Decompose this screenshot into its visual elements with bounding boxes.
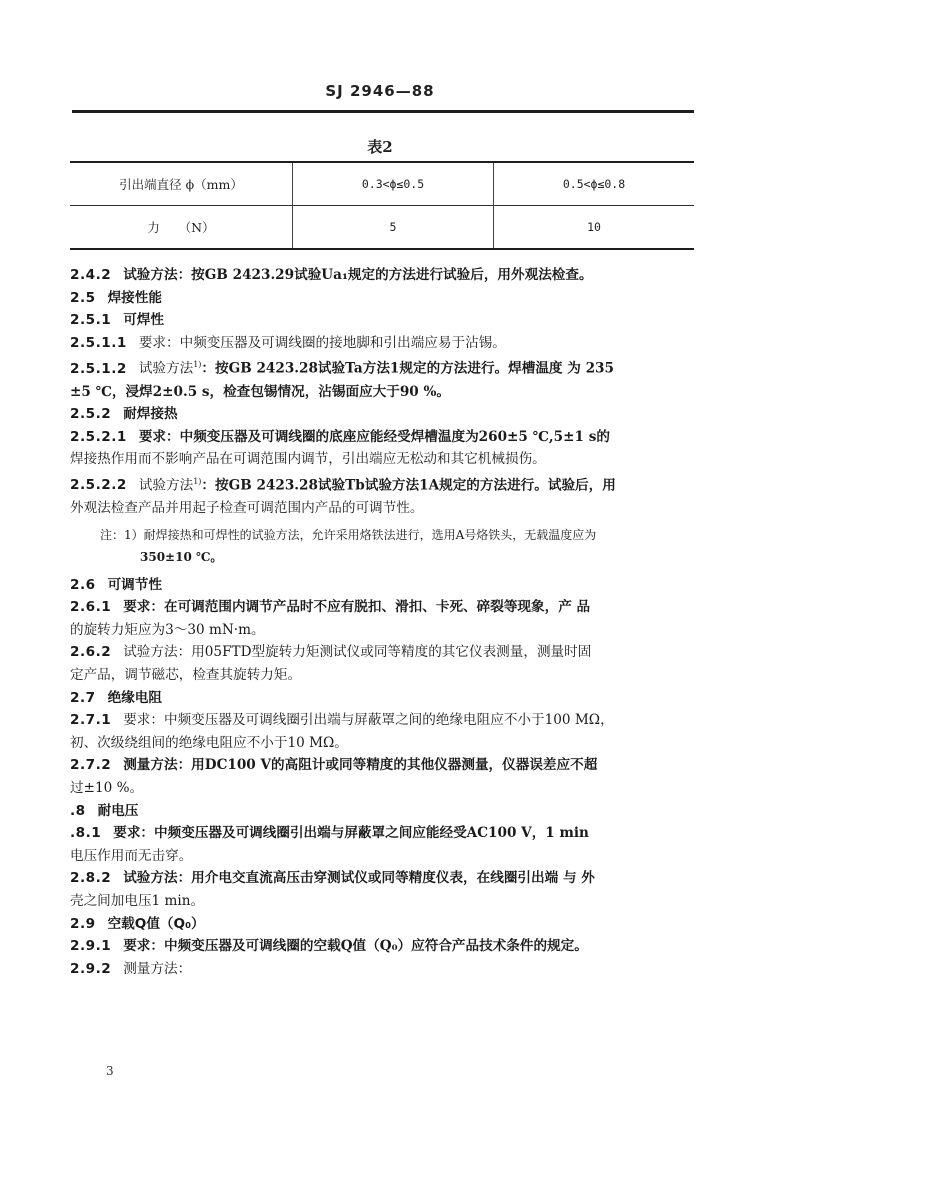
clause-continuation: 外观法检查产品并用起子检查可调范围内产品的可调节性。: [70, 500, 424, 516]
section-title: 绝缘电阻: [107, 689, 162, 706]
footnote-line: 注：1）耐焊接热和可焊性的试验方法，允许采用烙铁法进行，选用A号烙铁头，无载温度应为: [100, 527, 597, 542]
clause-number: 2.6: [70, 576, 96, 593]
clause-continuation: 焊接热作用而不影响产品在可调范围内调节，引出端应无松动和其它机械损伤。: [70, 451, 546, 468]
clause-text: 试验方法：按GB 2423.29试验Ua₁规定的方法进行试验后，用外观法检查。: [123, 267, 593, 283]
clause-number: 2.7: [70, 689, 96, 706]
document-body: [70, 264, 700, 980]
clause-number: 2.7.1: [70, 712, 112, 729]
clause-label: 试验方法: [138, 477, 194, 494]
section-title: 空载Q值（Q₀）: [107, 915, 205, 932]
clause-2-7-1: [70, 709, 700, 732]
clause-number: 2.9.1: [70, 938, 112, 955]
clause-2-9-1: [70, 935, 700, 958]
table-cell-header: 引出端直径 ϕ（mm）: [70, 162, 293, 206]
clause-number: 2.5.2.1: [70, 428, 127, 445]
clause-number: 2.9: [70, 915, 96, 932]
page-number: 3: [106, 1064, 114, 1078]
footnote-ref: 1): [193, 360, 202, 370]
clause-text: 测量方法：用DC100 V的高阻计或同等精度的其他仪器测量，仪器误差应不超: [123, 757, 598, 774]
clause-2-5-1-1: [70, 332, 700, 355]
clause-number: .8.1: [70, 825, 102, 842]
clause-text: 试验方法：用介电交直流高压击穿测试仪或同等精度仪表，在线圈引出端 与 外: [123, 870, 595, 887]
clause-2-4-2: [70, 264, 700, 287]
section-title: 可调节性: [107, 576, 162, 593]
clause-2-9-2: [70, 958, 700, 981]
clause-text: 试验方法：用05FTD型旋转力矩测试仪或同等精度的其它仪表测量，测量时固: [123, 644, 592, 661]
clause-continuation: 过±10 %。: [70, 779, 144, 796]
clause-number: 2.5: [70, 289, 96, 306]
footnote: [70, 524, 700, 568]
clause-2-5-1-2: [70, 354, 700, 380]
clause-label: 试验方法: [138, 360, 194, 377]
clause-2-5-2-1: [70, 426, 700, 449]
clause-text: ：按GB 2423.28试验Ta方法1规定的方法进行。焊槽温度 为 235: [201, 360, 614, 377]
clause-number: 2.5.2: [70, 406, 112, 423]
clause-number: 2.5.1: [70, 312, 112, 329]
clause-continuation: 定产品，调节磁芯，检查其旋转力矩。: [70, 666, 302, 683]
clause-2-6-1: [70, 596, 700, 619]
table-cell: 10: [494, 206, 695, 250]
clause-number: 2.5.1.1: [70, 334, 127, 351]
clause-number: 2.5.1.2: [70, 360, 127, 377]
clause-number: 2.5.2.2: [70, 477, 127, 494]
clause-number: 2.6.1: [70, 599, 112, 616]
section-2-5-2-heading: [70, 403, 700, 426]
clause-continuation: 电压作用而无击穿。: [70, 847, 193, 864]
clause-text: 要求：在可调范围内调节产品时不应有脱扣、滑扣、卡死、碎裂等现象，产 品: [123, 599, 591, 616]
clause-text: 要求：中频变压器及可调线圈的接地脚和引出端应易于沾锡。: [138, 334, 506, 351]
section-2-5-heading: [70, 287, 700, 310]
header-rule: [72, 110, 694, 113]
section-2-6-heading: [70, 574, 700, 597]
clause-2-5-2-2: [70, 471, 700, 497]
clause-text: 要求：中频变压器及可调线圈引出端与屏蔽罩之间的绝缘电阻应不小于100 MΩ，: [123, 712, 614, 729]
clause-number: 2.8.2: [70, 870, 112, 887]
clause-text: 要求：中频变压器及可调线圈引出端与屏蔽罩之间应能经受AC100 V，1 min: [113, 825, 589, 842]
clause-continuation: ±5 ℃，浸焊2±0.5 s，检查包锡情况，沾锡面应大于90 %。: [70, 383, 451, 400]
clause-text: ：按GB 2423.28试验Tb试验方法1A规定的方法进行。试验后，用: [201, 477, 616, 494]
table-cell: 0.3<ϕ≤0.5: [293, 162, 494, 206]
table-cell: 5: [293, 206, 494, 250]
section-2-7-heading: [70, 687, 700, 710]
table-cell: 0.5<ϕ≤0.8: [494, 162, 695, 206]
footnote-line: 350±10 ℃。: [140, 549, 223, 564]
clause-continuation: 壳之间加电压1 min。: [70, 892, 205, 909]
clause-2-8-2: [70, 867, 700, 890]
clause-continuation: 初、次级绕组间的绝缘电阻应不小于10 MΩ。: [70, 734, 348, 751]
table-row: [70, 206, 694, 250]
clause-number: 2.4.2: [70, 267, 112, 283]
section-title: 耐焊接热: [123, 406, 178, 423]
clause-text: 要求：中频变压器及可调线圈的底座应能经受焊槽温度为260±5 ℃,5±1 s的: [138, 428, 610, 445]
section-2-5-1-heading: [70, 309, 700, 332]
pull-force-table: [70, 161, 694, 250]
section-2-9-heading: [70, 913, 700, 936]
table-caption: 表2: [367, 138, 393, 156]
clause-2-8-1: [70, 822, 700, 845]
clause-continuation: 的旋转力矩应为3～30 mN·m。: [70, 621, 265, 638]
section-title: 焊接性能: [107, 289, 162, 306]
section-title: 可焊性: [123, 312, 164, 329]
section-title: 耐电压: [97, 802, 139, 819]
section-2-8-heading: [70, 800, 700, 823]
table-row: [70, 162, 694, 206]
table-cell-header: 力 （N）: [70, 206, 293, 250]
footnote-ref: 1): [193, 476, 202, 486]
clause-text: 要求：中频变压器及可调线圈的空载Q值（Q₀）应符合产品技术条件的规定。: [123, 938, 588, 955]
standard-code-header: SJ 2946—88: [325, 82, 435, 100]
clause-number: .8: [70, 802, 86, 819]
clause-number: 2.7.2: [70, 757, 112, 774]
clause-2-6-2: [70, 641, 700, 664]
clause-number: 2.6.2: [70, 644, 112, 661]
clause-number: 2.9.2: [70, 960, 112, 977]
clause-text: 测量方法：: [123, 960, 192, 977]
clause-2-7-2: [70, 754, 700, 777]
